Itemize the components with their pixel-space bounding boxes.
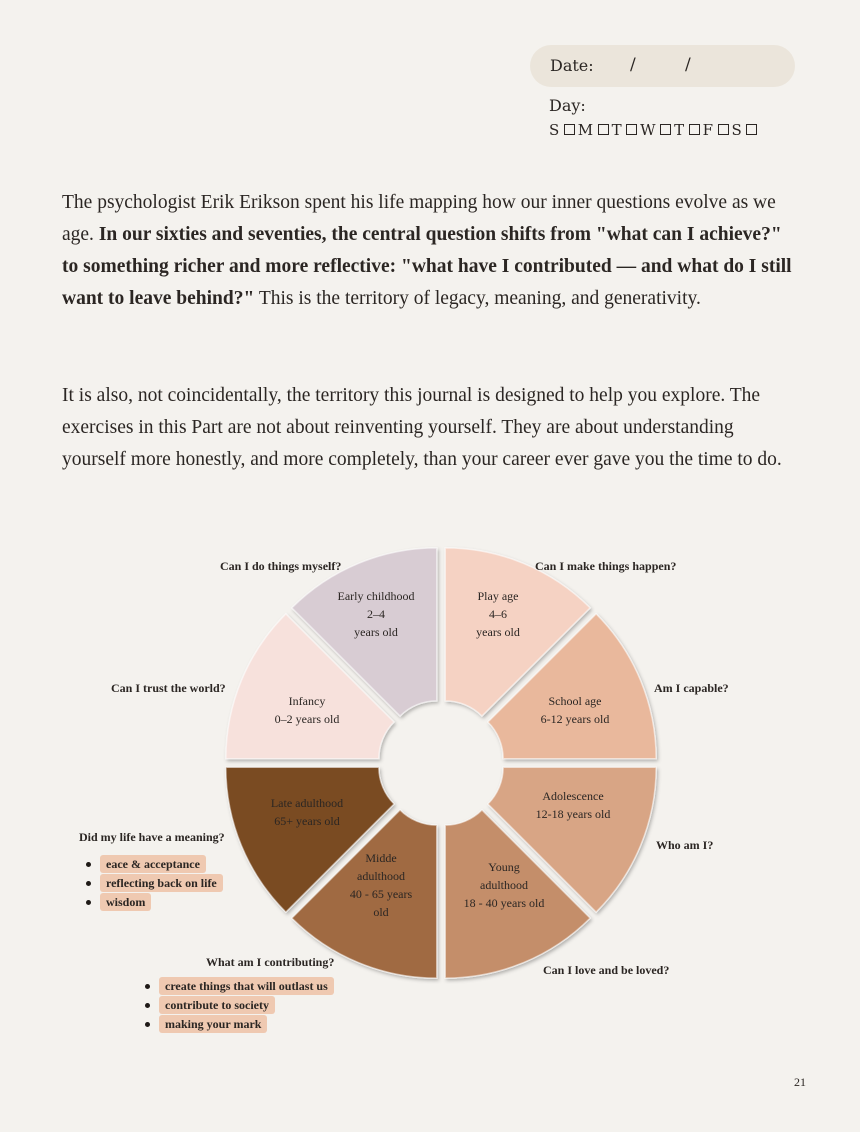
day-letter: F [702,121,714,139]
question-infancy: Can I trust the world? [111,681,226,695]
segment-label-adolescence: Adolescence 12-18 years old [535,789,611,821]
intro-text: The psychologist Erik Erikson spent his life mapping how our inner questions evolve as we age. [62,192,776,245]
segment-label-late-adulthood: Late adulthood 65+ years old [270,796,344,828]
segment-label-play-age: Play age 4–6 years old [476,589,520,639]
day-letter: T [674,121,685,139]
question-school-age: Am I capable? [654,681,729,695]
late-adulthood-bullets [100,855,223,912]
date-label: Date: [550,56,594,75]
segment-label-infancy: Infancy 0–2 years old [274,694,340,726]
question-middle-adulthood: What am I contributing? [206,955,335,969]
day-letter: T [611,121,623,139]
intro-text: This is the territory of legacy, meaning, and generativity. [254,288,701,309]
question-early-childhood: Can I do things myself? [220,559,342,573]
list-item: eace & acceptance [100,855,223,873]
day-letter: M [577,121,594,139]
date-separator: / [685,55,691,75]
segment-label-young-adulthood: Young adulthood 18 - 40 years old [463,860,545,910]
list-item: reflecting back on life [100,874,223,892]
day-letter: W [640,121,657,139]
question-young-adulthood: Can I love and be loved? [543,963,670,977]
segment-label-early-childhood: Early childhood 2–4 years old [337,589,415,639]
intro-bold-text: In our sixties and seventies, the central question shifts from "what can I achieve?" to something richer and more reflective: "what have I contributed — and what do I still want to leave behind?" [62,224,792,309]
segment-label-school-age: School age 6-12 years old [540,694,610,726]
list-item: making your mark [159,1015,334,1033]
day-letter: S [549,121,560,139]
list-item: wisdom [100,893,223,911]
day-letter: S [731,121,743,139]
day-label: Day: [549,96,586,115]
intro-paragraph-2: It is also, not coincidentally, the territory this journal is designed to help you explore. The exercises in this Part are not about reinventing yourself. They are about understanding yourself more honestly, and more completely, than your career ever gave you the time to do. [62,385,782,470]
question-late-adulthood: Did my life have a meaning? [79,830,225,844]
list-item: contribute to society [159,996,334,1014]
question-play-age: Can I make things happen? [535,559,677,573]
question-adolescence: Who am I? [656,838,714,852]
segment-label-middle-adulthood: Midde adulthood 40 - 65 years old [349,851,413,919]
page-number: 21 [794,1075,806,1089]
date-separator: / [630,55,636,75]
middle-adulthood-bullets [159,977,334,1034]
list-item: create things that will outlast us [159,977,334,995]
